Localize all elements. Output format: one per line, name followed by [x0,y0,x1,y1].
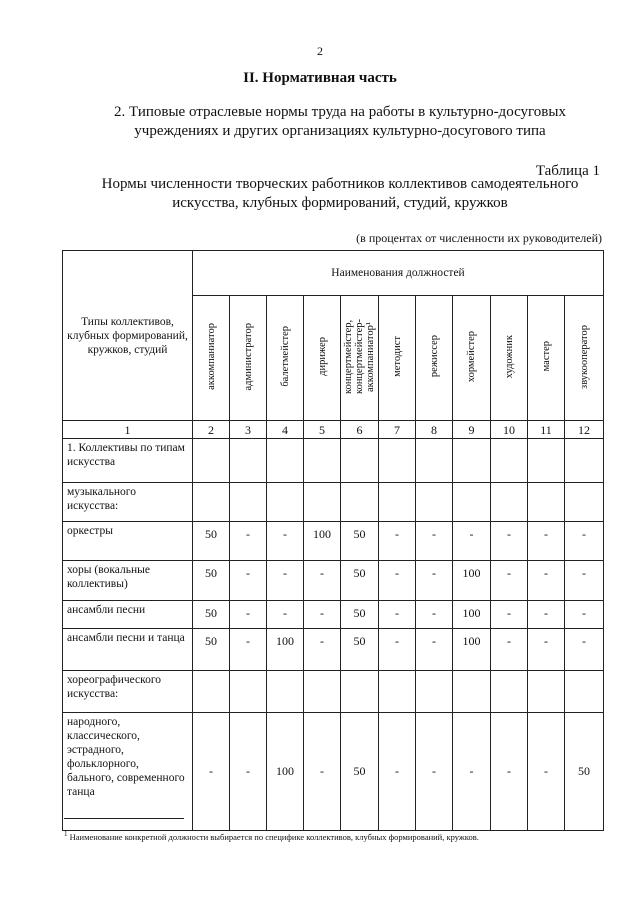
types-header: Типы коллективов, клубных формирований, кружков, студий [63,251,193,421]
norm-value-cell [491,439,528,483]
norm-value-cell: 50 [341,522,379,561]
norm-value-cell [304,439,341,483]
norm-value-cell [230,483,267,522]
column-number: 3 [230,421,267,439]
norm-value-cell: 100 [453,601,491,629]
norm-value-cell: 100 [267,629,304,671]
page-number: 2 [317,44,323,58]
norm-value-cell: 100 [453,629,491,671]
norm-value-cell: - [267,522,304,561]
subsection-line-2: учреждениях и других организациях культурно-досугового типа [134,123,546,139]
norm-value-cell: 50 [193,601,230,629]
norm-value-cell: - [453,522,491,561]
column-numbers-row [63,421,604,439]
norm-value-cell [341,483,379,522]
norm-value-cell [491,483,528,522]
norm-value-cell: - [379,522,416,561]
norm-value-cell [230,439,267,483]
position-header: художник [491,296,528,421]
norm-value-cell [416,671,453,713]
norm-value-cell: - [304,561,341,601]
norm-value-cell: - [453,713,491,831]
norm-value-cell [341,671,379,713]
position-header: администратор [230,296,267,421]
norm-value-cell: - [491,629,528,671]
row-label: 1. Коллективы по типам искусства [63,439,193,483]
position-header: концертмейстер, концертмейстер- аккомпаниатор¹ [341,296,379,421]
norm-value-cell [267,671,304,713]
norm-value-cell: - [528,522,565,561]
column-number: 4 [267,421,304,439]
table-row [63,439,604,483]
norm-value-cell: - [416,629,453,671]
position-header: балетмейстер [267,296,304,421]
position-header: звукооператор [565,296,604,421]
row-label: оркестры [63,522,193,561]
norm-value-cell: - [267,601,304,629]
norm-value-cell: 50 [341,713,379,831]
norm-value-cell [453,671,491,713]
table-row [63,522,604,561]
subsection-heading [60,103,620,141]
norm-value-cell: - [416,522,453,561]
norm-value-cell: 50 [193,629,230,671]
column-number: 2 [193,421,230,439]
column-number: 8 [416,421,453,439]
norm-value-cell [193,483,230,522]
norm-value-cell [379,483,416,522]
norm-value-cell: - [379,601,416,629]
norm-value-cell [267,439,304,483]
norm-value-cell [304,671,341,713]
norm-value-cell: 50 [193,561,230,601]
norm-value-cell [230,671,267,713]
norm-value-cell: - [379,629,416,671]
norm-value-cell: 50 [565,713,604,831]
table-row [63,629,604,671]
column-number: 1 [63,421,193,439]
norm-value-cell [416,483,453,522]
table-label: Таблица 1 [535,163,600,179]
norm-value-cell: 50 [193,522,230,561]
norm-value-cell: - [230,629,267,671]
norm-value-cell: - [230,561,267,601]
norm-value-cell [416,439,453,483]
norm-value-cell: - [528,561,565,601]
norm-value-cell [528,439,565,483]
footnote-text: Наименование конкретной должности выбирается по специфике коллективов, клубных формирований, кружков. [69,831,479,842]
row-label: музыкального искусства: [63,483,193,522]
norm-value-cell: - [267,561,304,601]
position-header: режиссер [416,296,453,421]
norm-value-cell: - [491,713,528,831]
row-label: ансамбли песни и танца [63,629,193,671]
norm-value-cell [453,439,491,483]
norm-value-cell [341,439,379,483]
norm-value-cell: - [304,713,341,831]
norm-value-cell: - [491,601,528,629]
norm-value-cell [379,671,416,713]
norm-value-cell: 50 [341,629,379,671]
norm-value-cell [193,439,230,483]
norm-value-cell: - [528,601,565,629]
table-row [63,601,604,629]
row-label: хоры (вокальные коллективы) [63,561,193,601]
norm-value-cell [528,671,565,713]
norm-value-cell: 100 [267,713,304,831]
norm-value-cell: - [304,629,341,671]
column-number: 12 [565,421,604,439]
table-title [50,175,630,213]
norm-value-cell [565,671,604,713]
norm-value-cell [565,439,604,483]
column-number: 9 [453,421,491,439]
norm-value-cell: - [416,601,453,629]
norm-value-cell: 100 [453,561,491,601]
norm-value-cell: - [528,629,565,671]
column-number: 10 [491,421,528,439]
norms-table [62,250,604,831]
norm-value-cell: - [379,713,416,831]
position-header: мастер [528,296,565,421]
norm-value-cell [565,483,604,522]
table-row [63,483,604,522]
footnote-marker: 1 [64,830,68,838]
norm-value-cell: - [230,713,267,831]
norm-value-cell [304,483,341,522]
norm-value-cell: - [491,561,528,601]
row-label: хореографического искусства: [63,671,193,713]
norm-value-cell: 50 [341,601,379,629]
norm-value-cell [267,483,304,522]
position-header: методист [379,296,416,421]
position-header: аккомпаниатор [193,296,230,421]
norm-value-cell [379,439,416,483]
column-number: 5 [304,421,341,439]
footnote [64,830,479,842]
column-number: 6 [341,421,379,439]
subsection-line-1: 2. Типовые отраслевые нормы труда на работы в культурно-досуговых [114,104,566,120]
table-row [63,713,604,831]
norm-value-cell [491,671,528,713]
norm-value-cell: - [565,601,604,629]
column-number: 7 [379,421,416,439]
table-title-line-1: Нормы численности творческих работников коллективов самодеятельного [101,176,579,192]
norm-value-cell: - [416,561,453,601]
positions-group-header: Наименования должностей [193,251,604,296]
norm-value-cell: 100 [304,522,341,561]
norm-value-cell [193,671,230,713]
norm-value-cell: - [565,522,604,561]
table-title-line-2: искусства, клубных формирований, студий, кружков [172,195,508,211]
section-title: II. Нормативная часть [243,70,397,86]
norm-value-cell: - [416,713,453,831]
row-label: ансамбли песни [63,601,193,629]
position-header: дирижер [304,296,341,421]
norm-value-cell: - [565,629,604,671]
column-number: 11 [528,421,565,439]
norm-value-cell: - [230,522,267,561]
norm-value-cell: - [491,522,528,561]
norm-value-cell: - [528,713,565,831]
unit-note: (в процентах от численности их руководителей) [356,231,602,245]
norm-value-cell: - [193,713,230,831]
table-row [63,671,604,713]
norm-value-cell [453,483,491,522]
norm-value-cell: - [304,601,341,629]
norm-value-cell: - [379,561,416,601]
norm-value-cell: 50 [341,561,379,601]
footnote-divider [64,818,184,819]
row-label: народного, классического, эстрадного, фольклорного, бального, современного танца [63,713,193,831]
table-row [63,561,604,601]
norm-value-cell: - [565,561,604,601]
norm-value-cell: - [230,601,267,629]
norm-value-cell [528,483,565,522]
position-header: хормейстер [453,296,491,421]
